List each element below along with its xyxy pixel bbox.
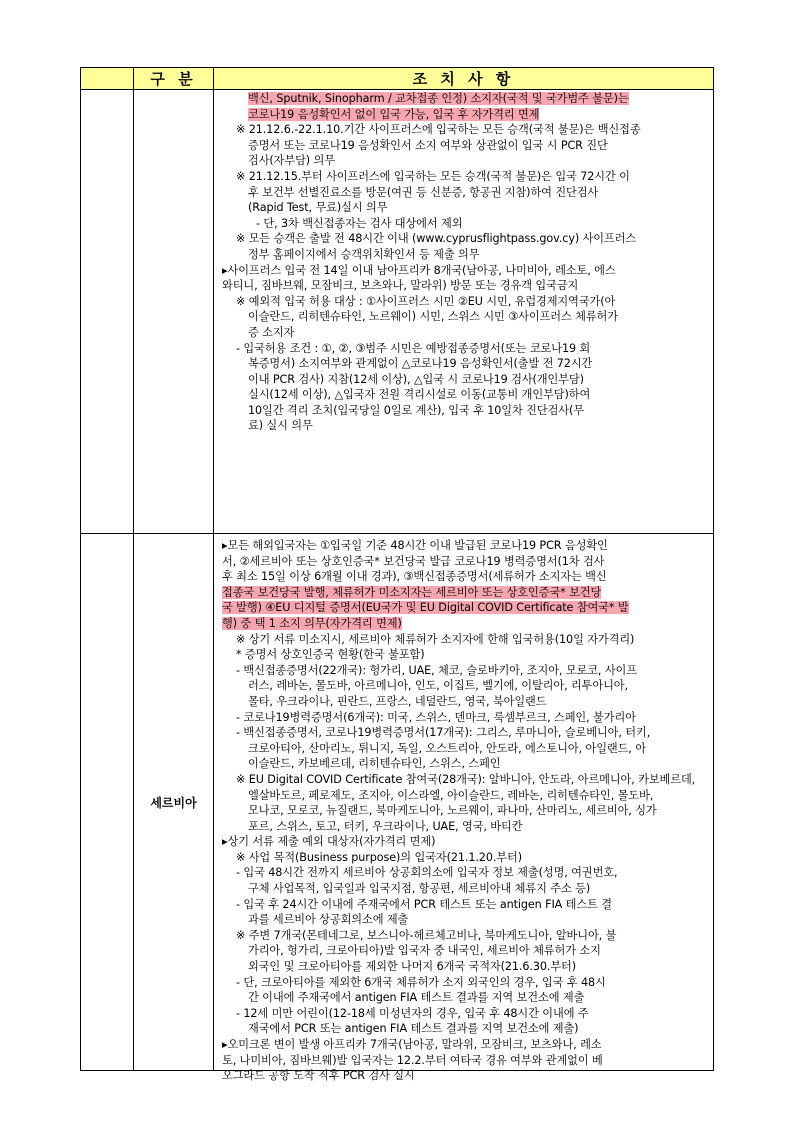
text-line (222, 294, 707, 310)
text-line (222, 1068, 707, 1084)
line-text: 증 소지자 (248, 325, 295, 339)
line-text: ▸모든 해외입국자는 ①입국일 기준 48시간 이내 발급된 코로나19 PCR 음성확인 (222, 539, 608, 552)
text-line (222, 247, 707, 263)
line-text: 토, 나미비아, 짐바브웨)발 입국자는 12.2.부터 여타국 경유 여부와 관계없이 베 (222, 1053, 603, 1067)
text-line (222, 741, 707, 757)
text-line (222, 585, 707, 601)
text-line (222, 216, 707, 232)
text-line (222, 387, 707, 403)
line-text: 검사(자부담) 의무 (248, 154, 335, 168)
line-text: ※ 21.12.15.부터 사이프러스에 입국하는 모든 승객(국적 불문)은 입국 72시간 이 (236, 169, 630, 183)
text-line (222, 678, 707, 694)
text-line (222, 647, 707, 663)
line-text: 이내 PCR 검사) 지참(12세 이상), △입국 시 코로나19 검사(개인부담) (248, 372, 584, 386)
line-text: * 증명서 상호인증국 현황(한국 불포함) (236, 648, 425, 662)
line-text: 엘살바도르, 페로제도, 조지아, 이스라엘, 아이슬란드, 레바논, 리히텐슈타인, 몰도바, (248, 788, 654, 802)
text-line (222, 169, 707, 185)
text-line (222, 912, 707, 928)
line-text: 크로아티아, 산마리노, 튀니지, 독일, 오스트리아, 안도라, 에스토니아, 아일랜드, 아 (248, 741, 646, 755)
line-text: - 백신접종증명서, 코로나19병력증명서(17개국): 그리스, 루마니아, 슬로베니아, 터키, (236, 726, 651, 740)
text-line (222, 1053, 707, 1069)
line-text: ※ 모든 승객은 출발 전 48시간 이내 (www.cyprusflightpass.gov.cy) 사이프러스 (236, 232, 637, 246)
line-text: 료) 실시 의무 (248, 419, 313, 433)
text-line (222, 325, 707, 341)
line-text: 포르, 스위스, 토고, 터키, 우크라이나, UAE, 영국, 바티칸 (248, 819, 523, 833)
text-line (222, 772, 707, 788)
line-text: ※ 21.12.6.-22.1.10.기간 사이프러스에 입국하는 모든 승객(국적 불문)은 백신접종 (236, 123, 641, 137)
text-line (222, 975, 707, 991)
text-line (222, 663, 707, 679)
text-line (222, 263, 707, 279)
line-text: ※ EU Digital COVID Certificate 참여국(28개국): 알바니아, 안도라, 아르메니아, 카보베르데, (236, 772, 696, 786)
line-text: 과를 세르비아 상공회의소에 제출 (248, 913, 409, 927)
text-line (222, 231, 707, 247)
table-row (81, 534, 713, 1083)
line-text: 간 이내에 주재국에서 antigen FIA 테스트 결과를 지역 보건소에 제출 (248, 991, 585, 1005)
header-blank-cell (81, 68, 133, 90)
text-line (222, 897, 707, 913)
line-text: 복증명서) 소지여부와 관계없이 △코로나19 음성확인서(출발 전 72시간 (248, 357, 593, 371)
line-text: 서, ②세르비아 또는 상호인증국* 보건당국 발급 코로나19 병력증명서(1차 검사 (222, 554, 605, 568)
line-text: - 입국허용 조건 : ①, ②, ③범주 시민은 예방접종증명서(또는 코로나19 회 (236, 341, 591, 355)
text-line (222, 153, 707, 169)
line-text: ※ 주변 7개국(몬테네그로, 보스니아-헤르체고비나, 북마케도니아, 알바니아, 불 (236, 928, 617, 942)
text-line (222, 725, 707, 741)
text-line (222, 943, 707, 959)
text-line (222, 710, 707, 726)
measures-cell (213, 90, 713, 533)
text-line (222, 418, 707, 434)
text-line (222, 309, 707, 325)
text-line (222, 200, 707, 216)
country-cell (133, 90, 213, 533)
table-header (81, 68, 713, 90)
text-line (222, 185, 707, 201)
text-line (222, 788, 707, 804)
text-line (222, 122, 707, 138)
line-text: 구체 사업목적, 입국일과 입국지점, 항공편, 세르비아내 체류지 주소 등) (248, 882, 591, 896)
text-line (222, 372, 707, 388)
line-text: 정부 홈페이지에서 승객위치확인서 등 제출 의무 (248, 247, 480, 261)
text-line (222, 403, 707, 419)
line-text: 실시(12세 이상), △입국자 전원 격리시설로 이동(교통비 개인부담)하여 (248, 388, 591, 402)
line-text: 외국인 및 크로아티아를 제외한 나머지 6개국 국적자(21.6.30.부터) (248, 960, 577, 974)
measures-table (80, 67, 714, 1083)
text-line (222, 616, 707, 632)
text-line (222, 756, 707, 772)
line-text: 러스, 레바논, 몰도바, 아르메니아, 인도, 이집트, 벨기에, 이탈리아, 리투아니아, (248, 679, 628, 693)
line-text: ▸상기 서류 제출 예외 대상자(자가격리 면제) (222, 835, 436, 849)
text-line (222, 834, 707, 850)
line-text: 10일간 격리 조치(입국당일 0일로 계산), 입국 후 10일차 진단검사(무 (248, 403, 584, 417)
text-line (222, 1021, 707, 1037)
line-text: 후 최소 15일 이상 6개월 이내 경과), ③백신접종증명서(세류허가 소지자는 백신 (222, 570, 607, 584)
text-line (222, 278, 707, 294)
text-line (222, 694, 707, 710)
text-line (222, 91, 707, 107)
text-line (222, 819, 707, 835)
highlighted-text: 국 발행) ④EU 디지털 증명서(EU국가 및 EU Digital COVID Certificate 참여국* 발 (222, 601, 629, 615)
line-text: 오그라드 공항 도착 직후 PCR 검사 실시 (222, 1069, 415, 1083)
line-text: ※ 예외적 입국 허용 대상 : ①사이프러스 시민 ②EU 시민, 유럽경제지역국가(아 (236, 294, 616, 308)
line-text: 와티니, 짐바브웨, 모잠비크, 보츠와나, 말라위) 방문 또는 경유객 입국금지 (222, 279, 579, 293)
line-text: ※ 상기 서류 미소지시, 세르비아 체류허가 소지자에 한해 입국허용(10일 자가격리) (236, 632, 635, 646)
highlighted-text: 접종국 보건당국 발행, 체류허가 미소지자는 세르비아 또는 상호인증국* 보건당 (222, 585, 602, 599)
text-line (222, 569, 707, 585)
line-text: - 단, 3차 백신접종자는 검사 대상에서 제외 (256, 216, 463, 230)
line-text: 후 보건부 선별진료소를 방문(여권 등 신분증, 항공권 지참)하여 진단검사 (248, 185, 599, 199)
text-line (222, 632, 707, 648)
line-text: 이슬란드, 리히텐슈타인, 노르웨이) 시민, 스위스 시민 ③사이프러스 체류허가 (248, 310, 618, 324)
text-line (222, 990, 707, 1006)
text-line (222, 865, 707, 881)
line-text: ▸사이프러스 입국 전 14일 이내 남아프리카 8개국(남아공, 나미비아, 레소토, 에스 (222, 263, 616, 277)
line-text: - 12세 미만 어린이(12-18세 미성년자의 경우, 입국 후 48시간 이내에 주 (236, 1006, 589, 1020)
line-text: 증명서 또는 코로나19 음성확인서 소지 여부와 상관없이 입국 시 PCR 진단 (248, 138, 608, 152)
line-text: 재국에서 PCR 또는 antigen FIA 테스트 결과를 지역 보건소에 제출) (248, 1022, 579, 1036)
blank-cell (81, 90, 133, 533)
highlighted-text: 행) 중 택 1 소지 의무(자가격리 면제) (222, 616, 402, 630)
line-text: 가리아, 헝가리, 크로아티아)발 입국자 중 내국인, 세르비아 체류허가 소지 (248, 944, 601, 958)
text-line (222, 341, 707, 357)
table-row (81, 90, 713, 534)
line-text: - 백신접종증명서(22개국): 헝가리, UAE, 체코, 슬로바키아, 조지아, 모로코, 사이프 (236, 663, 637, 677)
text-line (222, 356, 707, 372)
line-text: - 입국 후 24시간 이내에 주재국에서 PCR 테스트 또는 antigen FIA 테스트 결 (236, 897, 612, 911)
text-line (222, 850, 707, 866)
text-line (222, 600, 707, 616)
line-text: - 입국 48시간 전까지 세르비아 상공회의소에 입국자 정보 제출(성명, 여권번호, (236, 866, 618, 880)
text-line (222, 538, 707, 554)
text-line (222, 1037, 707, 1053)
line-text: - 코로나19병력증명서(6개국): 미국, 스위스, 덴마크, 룩셈부르크, 스페인, 불가리아 (236, 710, 636, 724)
text-line (222, 1006, 707, 1022)
text-line (222, 554, 707, 570)
highlighted-text: 코로나19 음성확인서 없이 입국 가능, 입국 후 자가격리 면제 (248, 107, 540, 121)
text-line (222, 928, 707, 944)
text-line (222, 959, 707, 975)
blank-cell (81, 534, 133, 1070)
line-text: ▸오미크론 변이 발생 아프리카 7개국(남아공, 말라위, 모잠비크, 보츠와나, 레소 (222, 1038, 602, 1051)
header-category: 구 분 (133, 68, 213, 90)
text-line (222, 138, 707, 154)
line-text: 모나코, 모로코, 뉴질랜드, 북마케도니아, 노르웨이, 파나마, 산마리노, 세르비아, 싱가 (248, 804, 657, 818)
text-line (222, 803, 707, 819)
text-line (222, 107, 707, 123)
measures-cell (213, 534, 713, 1083)
highlighted-text: 백신, Sputnik, Sinopharm / 교차접종 인정) 소지자(국적 및 국가범주 불문)는 (248, 92, 629, 105)
line-text: 몰타, 우크라이나, 핀란드, 프랑스, 네덜란드, 영국, 북아일랜드 (248, 694, 547, 708)
line-text: (Rapid Test, 무료)실시 의무 (248, 201, 388, 215)
line-text: 이슬란드, 카보베르데, 리히텐슈타인, 스위스, 스페인 (248, 757, 501, 771)
header-measures: 조 치 사 항 (213, 68, 713, 90)
line-text: ※ 사업 목적(Business purpose)의 입국자(21.1.20.부터) (236, 850, 522, 864)
country-cell: 세르비아 (133, 534, 213, 1070)
line-text: - 단, 크로아티아를 제외한 6개국 체류허가 소지 외국인의 경우, 입국 후 48시 (236, 975, 606, 989)
text-line (222, 881, 707, 897)
